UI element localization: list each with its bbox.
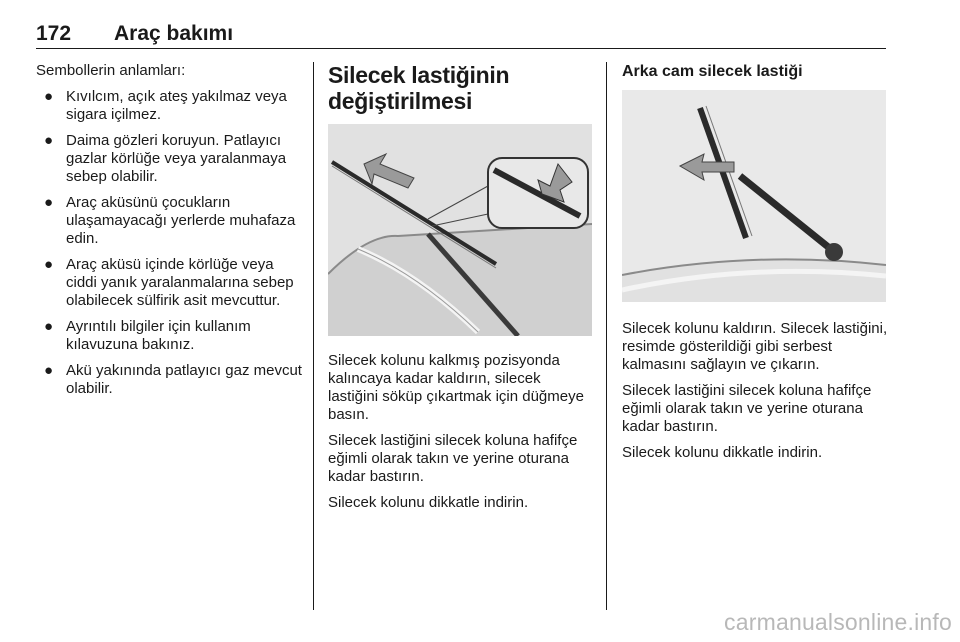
column-right bbox=[622, 62, 888, 470]
rear-wiper-illustration bbox=[622, 90, 886, 302]
paragraph: Silecek lastiğini silecek koluna hafifçe eğimli olarak takın ve yerine oturana kadar bastırın. bbox=[328, 432, 578, 485]
list-item bbox=[36, 256, 302, 310]
page-header bbox=[36, 18, 886, 48]
column-divider-1 bbox=[313, 62, 314, 610]
watermark: carmanualsonline.info bbox=[724, 609, 952, 635]
list-item bbox=[36, 194, 302, 248]
list-item bbox=[36, 362, 302, 398]
symbol-list bbox=[36, 88, 302, 398]
list-item bbox=[36, 132, 302, 186]
bullet-icon: ● bbox=[44, 256, 54, 273]
header-rule bbox=[36, 48, 886, 49]
list-item bbox=[36, 88, 302, 124]
bullet-icon: ● bbox=[44, 132, 54, 149]
bullet-icon: ● bbox=[44, 88, 54, 105]
list-item-text: Araç aküsü içinde körlüğe veya ciddi yanık yaralanmalarına sebep olabilecek sülfirik asit mevcuttur. bbox=[66, 256, 294, 309]
bullet-icon: ● bbox=[44, 362, 54, 379]
column-divider-2 bbox=[606, 62, 607, 610]
paragraph: Silecek kolunu kalkmış pozisyonda kalıncaya kadar kaldırın, silecek lastiğini söküp çıkartmak için düğmeye basın. bbox=[328, 352, 584, 423]
chapter-title: Araç bakımı bbox=[114, 22, 234, 45]
list-item-text: Ayrıntılı bilgiler için kullanım kılavuzuna bakınız. bbox=[66, 318, 251, 353]
column-middle bbox=[328, 62, 592, 520]
symbols-intro: Sembollerin anlamları: bbox=[36, 62, 186, 79]
bullet-icon: ● bbox=[44, 194, 54, 211]
page-number: 172 bbox=[36, 22, 72, 45]
list-item-text: Kıvılcım, açık ateş yakılmaz veya sigara içilmez. bbox=[66, 88, 287, 123]
windshield-wiper-illustration bbox=[328, 124, 592, 336]
list-item-text: Akü yakınında patlayıcı gaz mevcut olabilir. bbox=[66, 362, 302, 397]
bullet-icon: ● bbox=[44, 318, 54, 335]
section-heading: Silecek lastiğinin değiştirilmesi bbox=[328, 62, 510, 114]
list-item bbox=[36, 318, 302, 354]
column-left bbox=[36, 62, 302, 406]
list-item-text: Daima gözleri koruyun. Patlayıcı gazlar körlüğe veya yaralanmaya sebep olabilir. bbox=[66, 132, 287, 185]
paragraph: Silecek kolunu dikkatle indirin. bbox=[328, 494, 529, 511]
paragraph: Silecek lastiğini silecek koluna hafifçe eğimli olarak takın ve yerine oturana kadar bastırın. bbox=[622, 382, 872, 435]
list-item-text: Araç aküsünü çocukların ulaşamayacağı yerlerde muhafaza edin. bbox=[66, 194, 296, 247]
section-heading: Arka cam silecek lastiği bbox=[622, 63, 803, 80]
paragraph: Silecek kolunu dikkatle indirin. bbox=[622, 444, 823, 461]
paragraph: Silecek kolunu kaldırın. Silecek lastiğini, resimde gösterildiği gibi serbest kalmasını sağlayın ve çıkarın. bbox=[622, 320, 888, 373]
